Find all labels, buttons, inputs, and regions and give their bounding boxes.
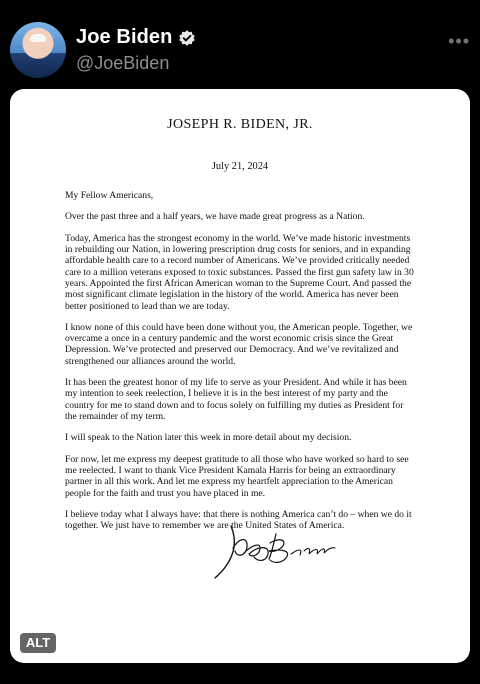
author-name-row	[76, 26, 196, 49]
verified-badge-icon	[178, 29, 196, 47]
salutation: My Fellow Americans,	[65, 190, 154, 201]
paragraph: I know none of this could have been done without you, the American people. Together, we overcame a once in a century pandemic and the worst economic crisis since the Great Depression. We’ve protected and preserved our Democracy. And we’ve revitalized and strengthened our alliances around the world.	[65, 321, 413, 367]
letter-heading: JOSEPH R. BIDEN, JR.	[167, 117, 313, 132]
more-options-icon[interactable]: •••	[448, 31, 470, 51]
paragraph: For now, let me express my deepest gratitude to all those who have worked so hard to see me reelected. I want to thank Vice President Kamala Harris for being an extraordinary partner in all this work. And let me express my heartfelt appreciation to the American people for the faith and trust you have placed in me.	[65, 453, 409, 499]
post-header	[0, 0, 480, 86]
signature	[213, 518, 337, 582]
alt-text-button[interactable]: ALT	[20, 633, 56, 653]
letter-image[interactable]	[10, 89, 470, 663]
avatar[interactable]	[10, 22, 66, 78]
paragraph: Today, America has the strongest economy in the world. We’ve made historic investments in rebuilding our Nation, in lowering prescription drug costs for seniors, and in expanding affordable health care to a record number of Americans. We’ve provided critically needed care to a million veterans exposed to toxic substances. Passed the first gun safety law in 30 years. Appointed the first African American woman to the Supreme Court. And passed the most significant climate legislation in the history of the world. America has never been better positioned to lead than we are today.	[65, 232, 414, 312]
letter-body	[65, 190, 415, 542]
paragraph: I believe today what I always have: that there is nothing America can’t do – when we do it together. We just have to remember we are the United States of America.	[65, 508, 412, 532]
paragraph: It has been the greatest honor of my life to serve as your President. And while it has been my intention to seek reelection, I believe it is in the best interest of my party and the country for me to stand down and to focus solely on fulfilling my duties as President for the remainder of my term.	[65, 377, 407, 422]
display-name[interactable]: Joe Biden	[76, 26, 173, 48]
paragraph: Over the past three and a half years, we have made great progress as a Nation.	[65, 211, 365, 223]
paragraph: I will speak to the Nation later this week in more detail about my decision.	[65, 432, 352, 444]
handle[interactable]: @JoeBiden	[76, 53, 170, 73]
letter-date: July 21, 2024	[211, 161, 269, 172]
